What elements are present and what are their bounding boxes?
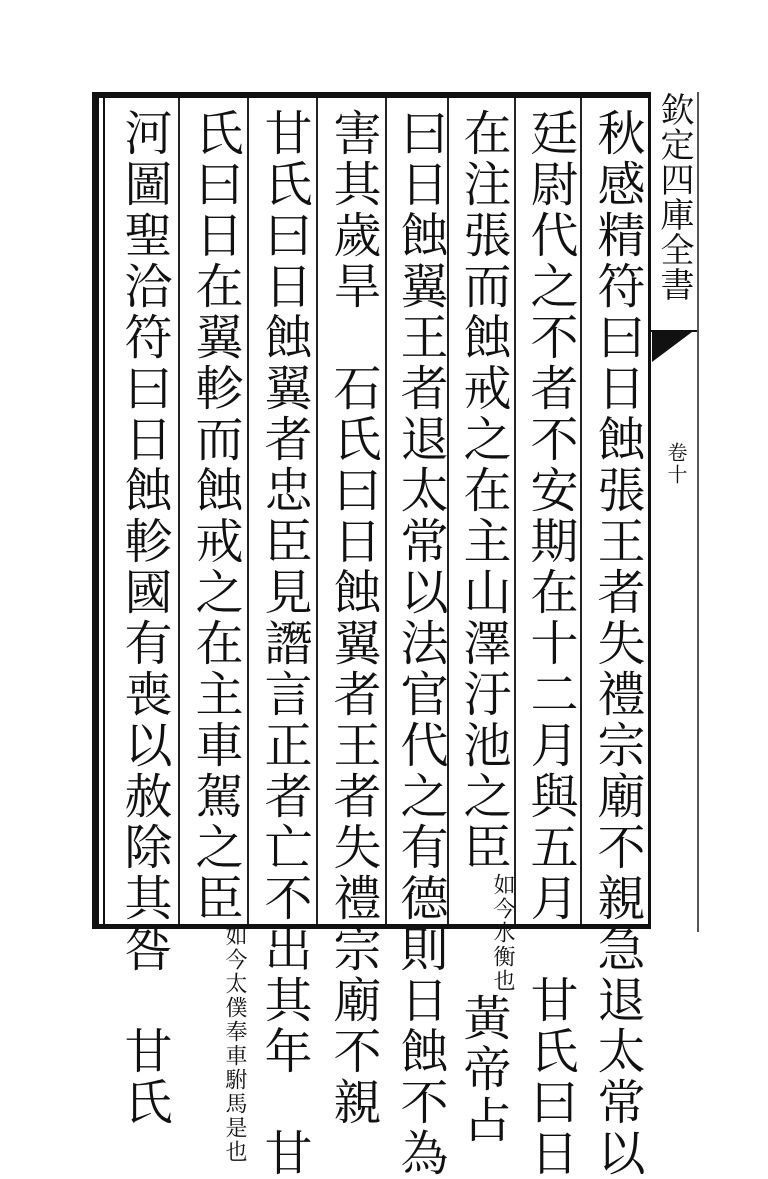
frame-inner-left-rule bbox=[103, 98, 105, 924]
annotation-line-2: 衡也 bbox=[490, 945, 515, 993]
annotation-line-1: 如今水 bbox=[490, 873, 515, 945]
column-rule bbox=[385, 98, 387, 924]
column-rule bbox=[316, 98, 318, 924]
text-column-4: 曰日蝕翼王者退太常以法官代之有德則日蝕不為 bbox=[392, 108, 448, 1179]
text-column-3 bbox=[452, 108, 514, 1146]
frame-left-border bbox=[92, 92, 99, 929]
fold-right-edge bbox=[697, 92, 699, 932]
annotation-line-1: 如今太僕奉 bbox=[222, 924, 247, 1044]
annotation-line-2: 車駙馬是也 bbox=[222, 1044, 247, 1164]
column-rule bbox=[514, 98, 516, 924]
fish-tail-mark bbox=[652, 332, 692, 362]
column-rule bbox=[178, 98, 180, 924]
text-column-3-main: 在注張而蝕戒之在主山澤汙池之臣 bbox=[455, 108, 511, 873]
text-column-6: 甘氏曰日蝕翼者忠臣見譖言正者亡不出其年 甘 bbox=[256, 108, 312, 1179]
annotation-note bbox=[490, 873, 514, 993]
fold-border bbox=[648, 92, 651, 929]
annotation-note bbox=[222, 924, 246, 1164]
text-column-3-tail: 黃帝占 bbox=[455, 993, 511, 1146]
text-column-5: 害其歲旱 石氏曰日蝕翼者王者失禮宗廟不親 bbox=[325, 108, 381, 1128]
text-column-7 bbox=[184, 108, 246, 1164]
text-column-2: 廷尉代之不者不安期在十二月與五月 甘氏曰日 bbox=[522, 108, 578, 1179]
text-column-8: 河圖聖洽符曰日蝕軫國有喪以赦除其咎 甘氏 bbox=[116, 108, 172, 1128]
text-column-1: 秋感精符曰日蝕張王者失禮宗廟不親急退太常以 bbox=[589, 108, 645, 1179]
fold-title: 欽定四庫全書 bbox=[654, 92, 694, 302]
column-rule bbox=[247, 98, 249, 924]
volume-label: 卷十 bbox=[664, 442, 688, 486]
text-column-7-main: 氏曰日在翼軫而蝕戒之在主車駕之臣 bbox=[187, 108, 243, 924]
